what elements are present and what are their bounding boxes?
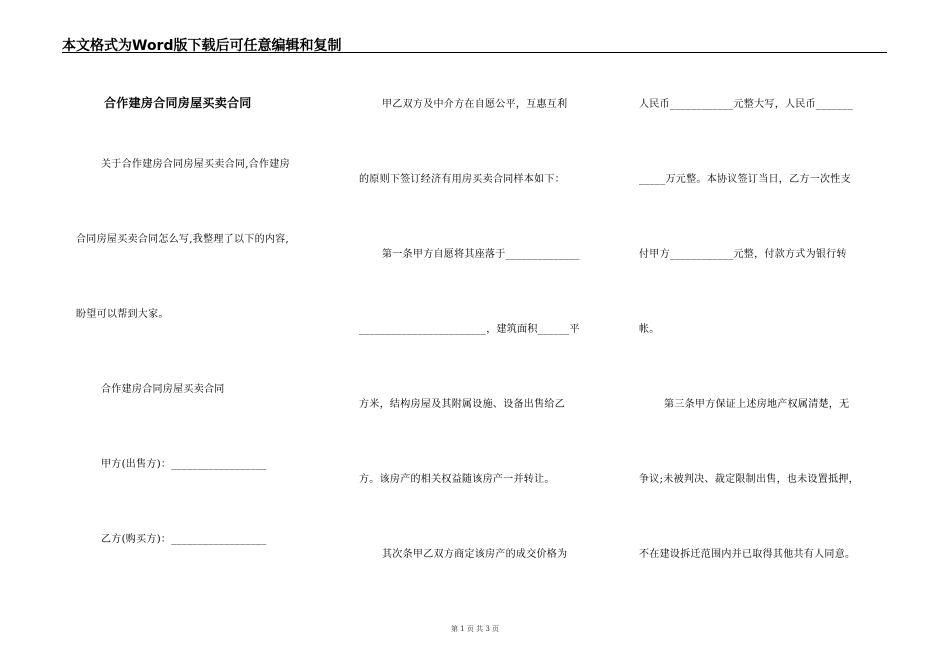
text-line: 人民币____________元整大写，人民币_______ [639,99,853,110]
text-line: 第三条甲方保证上述房地产权属清楚，无 [664,399,850,410]
party-a-field: 甲方(出售方)：__________________ [101,459,267,470]
text-line: 的原则下签订经济有用房买卖合同样本如下： [359,174,565,185]
text-column-1 [76,0,326,672]
text-line: 合同房屋买卖合同怎么写,我整理了以下的内容, [76,234,289,245]
text-line: 关于合作建房合同房屋买卖合同,合作建房 [101,159,290,170]
text-line: 方。该房产的相关权益随该房产一并转让。 [359,474,555,485]
text-line: 争议;未被判决、裁定限制出售，也未设置抵押， [639,474,859,485]
text-column-2 [359,0,609,672]
text-line: 第一条甲方自愿将其座落于______________ [382,249,580,260]
page-number: 第 1 页 共 3 页 [450,625,500,633]
text-line: 其次条甲乙双方商定该房产的成交价格为 [382,549,568,560]
text-column-3 [639,0,889,672]
document-title: 合作建房合同房屋买卖合同 [104,96,252,110]
text-line: ________________________，建筑面积______平 [359,324,580,335]
text-line: 不在建设拆迁范围内并已取得其他共有人同意。 [639,549,856,560]
text-line: 合作建房合同房屋买卖合同 [101,384,225,395]
text-line: 盼望可以帮到大家。 [76,309,169,320]
party-b-field: 乙方(购买方)：__________________ [101,534,267,545]
text-line: 甲乙双方及中介方在自愿公平，互惠互利 [382,99,568,110]
text-line: 方米，结构房屋及其附属设施、设备出售给乙 [359,399,565,410]
text-line: _____万元整。本协议签订当日，乙方一次性支 [639,174,851,185]
document-header-title: 本文格式为Word版下载后可任意编辑和复制 [62,38,342,54]
text-line: 付甲方____________元整，付款方式为银行转 [639,249,847,260]
text-line: 帐。 [639,324,660,335]
